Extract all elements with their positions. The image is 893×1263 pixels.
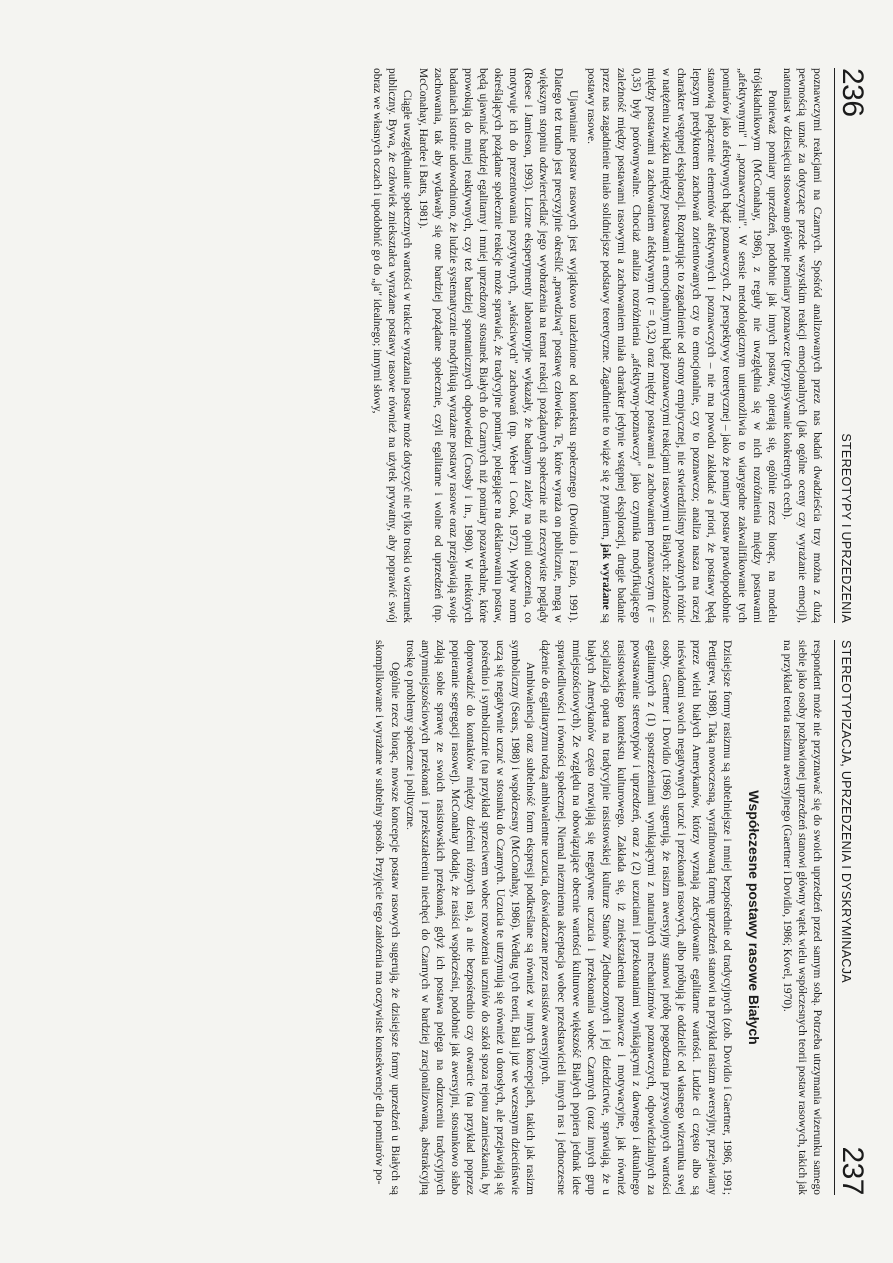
page-header [834,68,869,623]
paragraph-text: Ponieważ pomiary uprzedzeń, podobnie jak innych postaw, opierają się, ogólnie rzecz biorąc, na modelu trójskładnikowym (McConahay, 1986), z reguły nie uwzględnia się w nich rozróżnienia między postawami „afektywnymi" i „poznawczymi". W sensie metodologicznym uniemożliwia to wiarygodne zakwalifikowanie tych pomiarów jako afektywnych bądź poznawczych. Z perspektywy teoretycznej – jako że pomiary postaw prawdopodobnie stanowią połączenie elementów afektywnych i poznawczych – nie ma powodu zakładać a priori, że postawy będą lepszym predyktorem zachowań zorientowanych czy to emocjonalnie, czy to poznawczo; analiza nasza ma raczej charakter wstępnej eksploracji. Rozpatrując to zagadnienie od strony empirycznej, nie stwierdziliśmy poważnych różnic w natężeniu związku między postawami a emocjonalnymi bądź poznawczymi reakcjami rasowymi u Białych: zależności między postawami a zachowaniem afektywnym (r = 0,32) oraz między postawami a zachowaniem poznawczym (r = 0,35) były porównywalne. Chociaż analiza rozróżnienia „afektywny-poznawczy" jako czynnika modyfikującego zależność między postawami rasowymi a zachowaniem miała charakter jedynie wstępnej eksploracji, drugie badanie przez nas zagadnienie miało solidniejsze podstawy teoretyczne. Zagadnienie to wiąże się z pytaniem, [599,68,778,623]
paragraph: Ambiwalencja oraz subtelność form ekspresji podkreślane są również w innych koncepcjach, takich jak rasizm symboliczny (Sears, 1988) i współczesny (McConahay, 1986). Według tych teorii, Biali już we wczesnym dzieciństwie uczą się negatywnie uczuć w stosunku do Czarnych. Uczucia te utrzymują się również u dorosłych, ale przejawiają się pośrednio i symbolicznie (na przykład sprzeciwem wobec rozwożenia uczniów do szkół spoza rejonu zamieszkania, by doprowadzić do kontaktów między dziećmi różnych ras), a nie bezpośrednio czy otwarcie (na przykład poprzez popieranie segregacji rasowej). McConahay dodaje, że rasiści współcześni, podobnie jak awersyjni, stosunkowo słabo zdają sobie sprawę ze swoich rasistowskich przekonań, gdyż ich postawa polega na odrzuceniu tradycyjnych antymniejszościowych przekonań i przekształceniu niechęci do Czarnych w bardziej zracjonalizowaną, abstrakcyjną troskę o problemy społeczne i polityczne. [403,640,537,1195]
page-237 [7,640,869,1195]
paragraph-text: są postawy rasowe. [584,68,612,623]
paragraph: Ciągłe uwzględnianie społecznych wartości w trakcie wyrażania postaw może dotyczyć nie tylko troski o wizerunek publiczny. Bywa, że człowiek zniekształca wyrażane postawy rasowe również na użytek prywatny, aby poprawić swój obraz we własnych oczach i upodobnić go do „ja" idealnego; innymi słowy, [371,68,414,623]
paragraph: Ogólnie rzecz biorąc, nowsze koncepcje postaw rasowych sugerują, że dzisiejsze formy uprzedzeń u Białych są skomplikowane i wyrażane w subtelny sposób. Przyjęcie tego założenia ma oczywiste konsekwencje dla pomiarów po- [373,640,401,1195]
paragraph: respondent może nie przyznawać się do swoich uprzedzeń przed samym sobą. Potrzeba utrzymania wizerunku samego siebie jako osoby pozbawionej uprzedzeń stanowi główny wątek wielu współczesnych teorii postaw rasowych, takich jak na przykład teoria rasizmu awersyjnego (Gaertner i Dovidio, 1986; Kovel, 1970). [780,640,823,1195]
page-number: 236 [836,68,869,117]
paragraph: Dzisiejsze formy rasizmu są subtelniejsze i mniej bezpośrednie od tradycyjnych (zob. Dovidio i Gaertner, 1986, 1991; Pettigrew, 1988). Taką nowoczesną, wyrafinowaną formę uprzedzeń stanowi na przykład rasizm awersyjny, przejawiany przez wielu białych Amerykanów, którzy wyznają zdecydowanie egalitarne wartości. Ludzie ci często albo są nieświadomi swoich negatywnych uczuć i przekonań rasowych, albo próbują je oddzielić od własnego wizerunku swej osoby. Gaertner i Dovidio (1986) sugerują, że rasizm awersyjny stanowi próbę pogodzenia przyswojonych wartości egalitarnych z (1) spostrzeżeniami wynikającymi z naturalnych mechanizmów poznawczych, odpowiedzialnych za powstawanie stereotypów i uprzedzeń, oraz z (2) uczuciami i przekonaniami wynikającymi z dawnego i aktualnego rasistowskiego kontekstu kulturowego. Zakłada się, iż zniekształcenia poznawcze i motywacyjne, jak również socjalizacja oparta na tradycyjnie rasistowskiej kulturze Stanów Zjednoczonych i jej dziedzictwie, sprawiają, że u białych Amerykanów często rozwijają się negatywne uczucia i przekonania wobec Czarnych (oraz innych grup mniejszościowych). Ze względu na obowiązujące obecnie wartości kulturowe większość Białych popiera jednak idee sprawiedliwości i równości społecznej. Niemal niezmienna akceptacja wobec przedstawicieli innych ras i jednoczesne dążenie do egalitaryzmu rodzą ambiwalentne uczucia, doświadczane przez rasistów awersyjnych. [539,640,733,1195]
running-head: STEREOTYPIZACJA, UPRZEDZENIA I DYSKRYMINACJA [839,640,853,983]
section-title: Współczesne postawy rasowe Białych [745,790,762,1045]
running-head: STEREOTYPY I UPRZEDZENIA [839,433,853,623]
paragraph: poznawczymi reakcjami na Czarnych. Spośród analizowanych przez nas badań dwadzieścia trzy można z dużą pewnością uznać za dotyczące przede wszystkim reakcji emocjonalnych (jak ogólne oceny czy wyrażanie emocji), natomiast w dziesięciu stosowano głównie pomiary poznawcze (przypisywanie konkretnych cech). [780,68,823,623]
page-header [834,640,869,1195]
page-236 [7,68,869,623]
page-body [369,68,824,623]
page-body [371,640,824,1195]
page-number: 237 [836,1146,869,1195]
paragraph: Ujawnianie postaw rasowych jest wyjątkowo uzależnione od kontekstu społecznego (Dovidio i Fazio, 1991). Dlatego też trudno jest precyzyjnie określić „prawdziwą" postawę człowieka. Te, które wyraża on publicznie, mogą w większym stopniu odzwierciedlać jego wyobrażenia na temat reakcji pożądanych społecznie niż rzeczywiste poglądy (Roese i Jamieson, 1993). Liczne eksperymenty laboratoryjne wykazały, że badanym zależy na opinii otoczenia, co motywuje ich do prezentowania pozytywnych, „właściwych" zachowań (np. Weber i Cook, 1972). Wpływ norm określających pożądane społecznie reakcje może sprawiać, że tradycyjne pomiary, polegające na deklarowaniu postaw, będą ujawniać bardziej egalitarny i mniej uprzedzony stosunek Białych do Czarnych niż pomiary pozawerbalne, które prowokują do mniej reaktywnych, czy też bardziej spontanicznych odpowiedzi (Crosby i in., 1980). W niektórych badaniach istotnie udowodniono, że ludzie systematycznie modyfikują wyrażane postawy rasowe oraz przejawiają swoje zachowania, tak aby wydawały się one bardziej pożądane społecznie, czyli egalitarne i wolne od uprzedzeń (np. McConahay, Hardee i Batts, 1981). [416,68,580,623]
emphasis-text: jak wyrażane [599,543,612,610]
paragraph [583,68,779,623]
